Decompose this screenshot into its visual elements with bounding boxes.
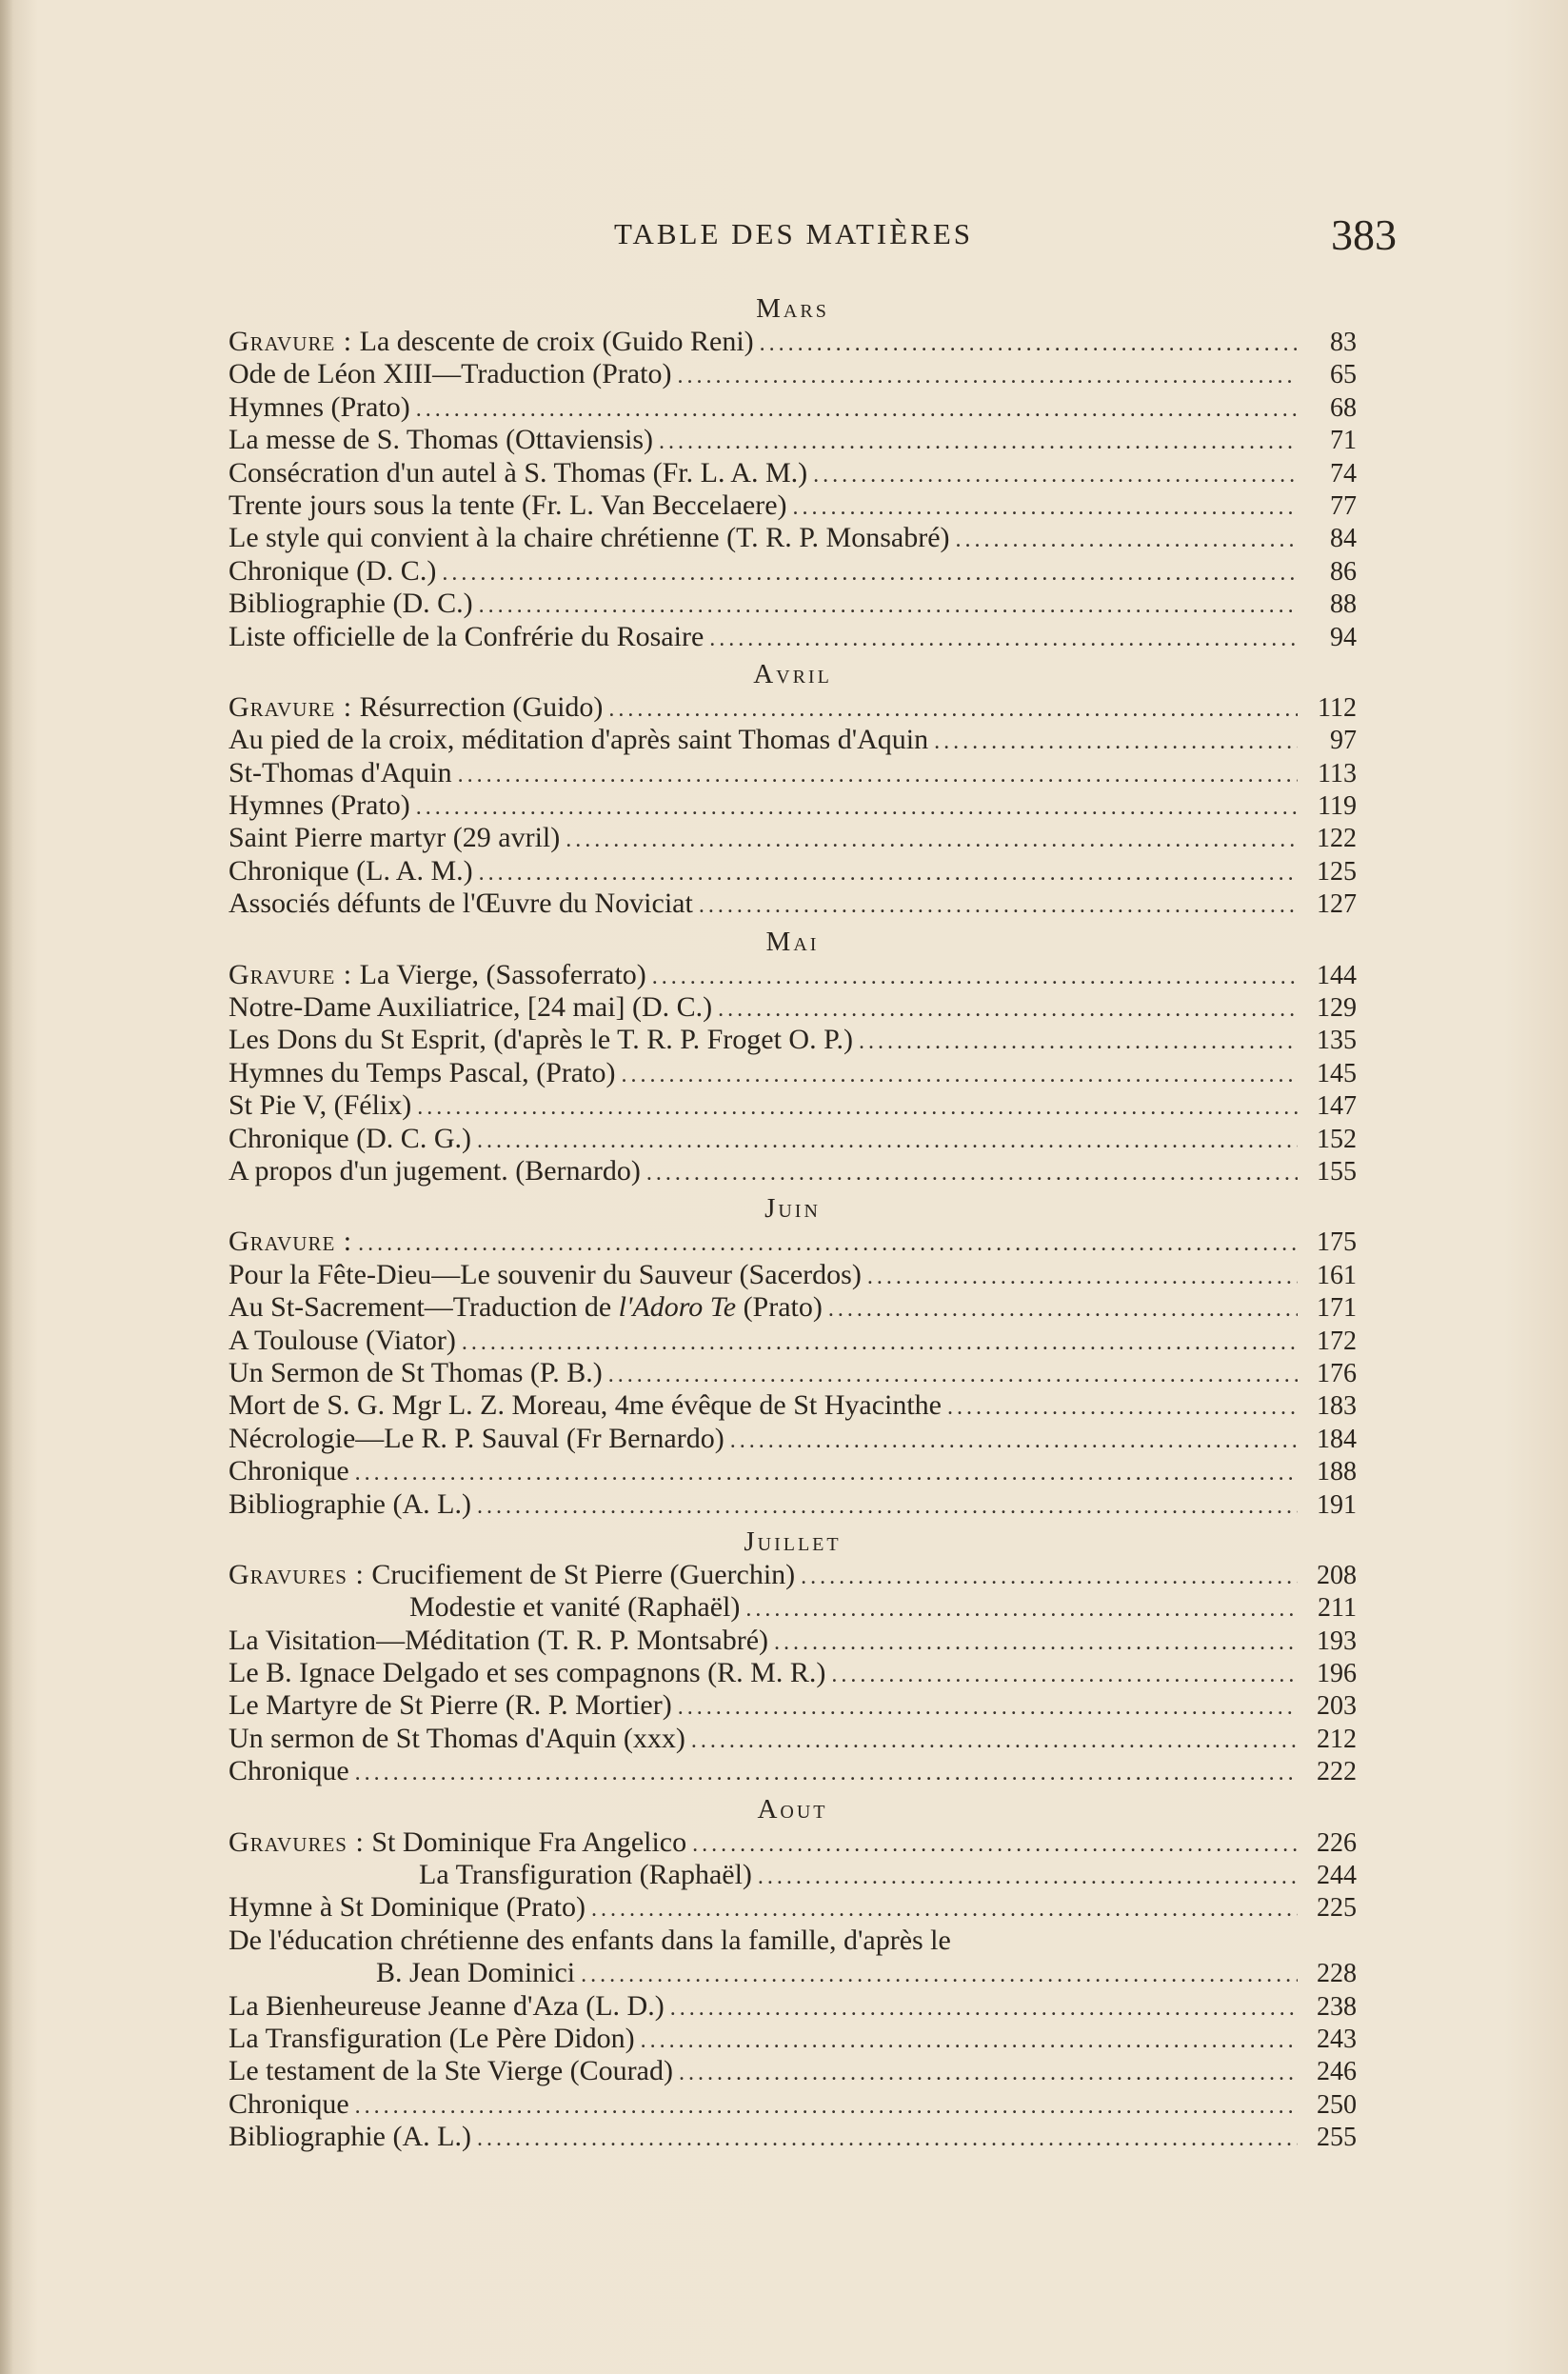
entry-page-number: 193 [1317, 1626, 1357, 1656]
toc-entry [228, 888, 1357, 920]
dot-leader [679, 2057, 1298, 2089]
entry-text: Le testament de la Ste Vierge (Courad) [228, 2055, 673, 2087]
entry-page-number: 122 [1317, 824, 1357, 854]
page-edge-shadow [0, 0, 13, 2374]
entry-title [228, 855, 473, 888]
entry-title [228, 1689, 672, 1722]
entry-text: B. Jean Dominici [376, 1957, 576, 1989]
entry-text: Bibliographie (A. L.) [228, 2121, 471, 2153]
entry-page-number: 228 [1317, 1959, 1357, 1989]
entry-title [228, 1488, 471, 1521]
dot-leader [641, 2025, 1298, 2057]
dot-leader [442, 557, 1298, 589]
entry-text: Saint Pierre martyr (29 avril) [228, 822, 561, 854]
running-head-title: TABLE DES MATIÈRES [613, 217, 974, 250]
entry-page-number: 152 [1317, 1124, 1357, 1154]
entry-text: Chronique [228, 2087, 349, 2120]
dot-leader [608, 1359, 1298, 1391]
entry-text: Trente jours sous la tente (Fr. L. Van Beccelaere) [228, 489, 787, 521]
entry-title [228, 757, 452, 789]
entry-text: La Transfiguration (Le Père Didon) [228, 2022, 635, 2054]
dot-leader [355, 2090, 1298, 2123]
toc-entry [228, 1559, 1357, 1591]
dot-leader [659, 426, 1298, 458]
entry-text: Notre-Dame Auxiliatrice, [24 mai] (D. C.) [228, 991, 713, 1024]
month-heading: Aout [757, 1793, 828, 1825]
entry-text: Nécrologie—Le R. P. Sauval (Fr Bernardo) [228, 1422, 724, 1454]
entry-page-number: 183 [1317, 1391, 1357, 1422]
entry-text: La Transfiguration (Raphaël) [419, 1859, 752, 1891]
entry-title [409, 1591, 740, 1624]
entry-page-number: 65 [1330, 360, 1357, 390]
toc-entry [228, 1259, 1357, 1291]
toc-entry [228, 1357, 1357, 1389]
engraving-label: Gravure : [228, 690, 353, 723]
dot-leader [745, 1593, 1298, 1626]
toc-entry [228, 1925, 1357, 1957]
entry-title [228, 959, 646, 991]
dot-leader [760, 328, 1298, 360]
entry-text: A Toulouse (Viator) [228, 1324, 456, 1356]
toc-entry [228, 1455, 1357, 1487]
entry-title [228, 1259, 862, 1291]
entry-page-number: 74 [1330, 458, 1357, 489]
engraving-label: Gravures : [228, 1558, 365, 1590]
dot-leader [477, 1490, 1298, 1523]
entry-title [228, 1123, 471, 1155]
dot-leader [416, 393, 1298, 426]
dot-leader [699, 889, 1298, 922]
entry-page-number: 161 [1317, 1260, 1357, 1290]
entry-page-number: 125 [1317, 856, 1357, 887]
entry-text: St Dominique Fra Angelico [364, 1825, 687, 1858]
entry-page-number: 211 [1318, 1593, 1357, 1624]
entry-text: St-Thomas d'Aquin [228, 756, 452, 788]
entry-title [228, 1625, 768, 1657]
dot-leader [355, 1457, 1298, 1489]
toc-entry [228, 789, 1357, 822]
toc-entry [228, 1891, 1357, 1924]
dot-leader [947, 1391, 1298, 1424]
entry-title [228, 691, 603, 724]
entry-title [228, 1057, 615, 1089]
toc-entry [228, 391, 1357, 424]
entry-text-after: (Prato) [736, 1291, 823, 1324]
dot-leader [831, 1659, 1298, 1691]
entry-title [228, 1291, 823, 1324]
toc-entry [228, 1826, 1357, 1859]
entry-title [228, 489, 787, 522]
entry-text: Chronique (D. C. G.) [228, 1122, 471, 1154]
toc-entry [228, 1057, 1357, 1089]
toc-entry [228, 1990, 1357, 2023]
entry-title [228, 1155, 641, 1187]
entry-italic-title: l'Adoro Te [618, 1291, 737, 1324]
toc-entry [228, 1488, 1357, 1521]
dot-leader [678, 1691, 1298, 1724]
entry-title [228, 888, 693, 920]
month-heading: Mars [756, 293, 829, 324]
entry-page-number: 86 [1330, 556, 1357, 587]
entry-page-number: 112 [1318, 692, 1357, 723]
entry-page-number: 71 [1330, 426, 1357, 456]
dot-leader [718, 993, 1298, 1026]
entry-title [228, 588, 473, 620]
entry-text: La Vierge, (Sassoferrato) [352, 958, 646, 990]
entry-page-number: 243 [1317, 2024, 1357, 2054]
entry-page-number: 83 [1330, 328, 1357, 357]
entry-page-number: 144 [1317, 960, 1357, 990]
dot-leader [859, 1026, 1298, 1058]
dot-leader [646, 1157, 1298, 1189]
entry-title [228, 1559, 795, 1591]
entry-page-number: 155 [1317, 1156, 1357, 1187]
entry-title [228, 822, 560, 854]
entry-title [228, 1357, 603, 1389]
dot-leader [581, 1959, 1298, 1991]
entry-page-number: 244 [1317, 1861, 1357, 1891]
entry-text: Consécration d'un autel à S. Thomas (Fr. L. A. M.) [228, 456, 808, 489]
month-heading: Avril [753, 658, 832, 689]
toc-entry [228, 855, 1357, 888]
entry-text: Un sermon de St Thomas d'Aquin (xxx) [228, 1722, 685, 1754]
toc-entry [228, 1859, 1357, 1891]
entry-title [228, 522, 950, 554]
entry-page-number: 175 [1317, 1227, 1357, 1258]
entry-title [228, 457, 807, 489]
entry-text: La Bienheureuse Jeanne d'Aza (L. D.) [228, 1989, 665, 2022]
dot-leader [477, 2123, 1298, 2155]
entry-title [228, 1925, 951, 1957]
dot-leader [828, 1293, 1298, 1326]
dot-leader [566, 824, 1298, 856]
month-heading: Mai [765, 926, 820, 957]
entry-page-number: 212 [1317, 1724, 1357, 1754]
toc-entry [228, 691, 1357, 724]
entry-title [228, 1389, 942, 1422]
engraving-label: Gravure : [228, 326, 353, 357]
entry-title [228, 1891, 586, 1924]
entry-title [228, 1755, 349, 1787]
month-heading: Juin [764, 1193, 821, 1225]
dot-leader [591, 1893, 1298, 1925]
entry-text: Au pied de la croix, méditation d'après saint Thomas d'Aquin [228, 724, 929, 756]
dot-leader [956, 524, 1298, 556]
dot-leader [934, 726, 1298, 758]
dot-leader [801, 1561, 1298, 1593]
entry-text: De l'éducation chrétienne des enfants dans la famille, d'après le [228, 1924, 951, 1956]
dot-leader [730, 1425, 1298, 1457]
entry-page-number: 203 [1317, 1691, 1357, 1722]
toc-entry [228, 621, 1357, 653]
entry-title [419, 1859, 752, 1891]
entry-text: Chronique [228, 1755, 349, 1787]
toc-entry [228, 2088, 1357, 2121]
entry-title [376, 1957, 575, 1989]
entry-text: La Visitation—Méditation (T. R. P. Montsabré) [228, 1624, 769, 1656]
entry-page-number: 119 [1318, 791, 1357, 822]
toc-entry [228, 1291, 1357, 1324]
entry-page-number: 127 [1317, 889, 1357, 920]
entry-page-number: 225 [1317, 1893, 1357, 1924]
entry-page-number: 113 [1318, 758, 1357, 788]
entry-title [228, 1657, 825, 1689]
entry-title [228, 2121, 471, 2153]
entry-title [228, 1990, 665, 2023]
dot-leader [691, 1725, 1298, 1757]
entry-text: Bibliographie (D. C.) [228, 588, 473, 620]
entry-title [228, 1455, 349, 1487]
toc-entry [228, 724, 1357, 756]
entry-text: Liste officielle de la Confrérie du Rosaire [228, 620, 705, 652]
entry-title [228, 1826, 686, 1859]
entry-page-number: 129 [1317, 993, 1357, 1024]
entry-page-number: 172 [1317, 1326, 1357, 1356]
entry-page-number: 255 [1317, 2123, 1357, 2153]
entry-title [228, 991, 712, 1024]
entry-page-number: 77 [1330, 490, 1357, 521]
engraving-label: Gravures : [228, 1825, 365, 1858]
dot-leader [358, 1227, 1298, 1260]
toc-entry [228, 1089, 1357, 1122]
toc-entry [228, 457, 1357, 489]
entry-title [228, 621, 704, 653]
dot-leader [462, 1327, 1298, 1359]
entry-page-number: 188 [1317, 1457, 1357, 1487]
toc-entry [228, 1024, 1357, 1056]
entry-title [228, 1423, 724, 1455]
entry-text: Au St-Sacrement—Traduction de [228, 1291, 619, 1324]
toc-entry [228, 1389, 1357, 1422]
entry-text: St Pie V, (Félix) [228, 1089, 412, 1122]
dot-leader [774, 1626, 1298, 1659]
entry-page-number: 94 [1330, 622, 1357, 652]
entry-page-number: 226 [1317, 1827, 1357, 1858]
entry-text: Chronique [228, 1455, 349, 1487]
entry-title [228, 326, 754, 358]
running-head [228, 210, 1397, 274]
entry-page-number: 147 [1317, 1091, 1357, 1122]
entry-text: Les Dons du St Esprit, (d'après le T. R. P. Froget O. P.) [228, 1024, 853, 1056]
toc-entry [228, 2023, 1357, 2055]
entry-page-number: 238 [1317, 1991, 1357, 2022]
toc-entry [228, 822, 1357, 854]
dot-leader [458, 759, 1298, 791]
toc-entry [228, 757, 1357, 789]
dot-leader [355, 1757, 1298, 1789]
engraving-label: Gravure : [228, 958, 353, 990]
entry-text: Résurrection (Guido) [352, 690, 604, 723]
toc-entry [228, 1591, 1357, 1624]
entry-text: A propos d'un jugement. (Bernardo) [228, 1154, 641, 1187]
entry-page-number: 145 [1317, 1058, 1357, 1088]
page-number: 383 [1331, 210, 1397, 259]
dot-leader [813, 459, 1298, 491]
toc-entry [228, 1625, 1357, 1657]
entry-page-number: 171 [1317, 1293, 1357, 1324]
dot-leader [477, 1125, 1298, 1157]
month-heading: Juillet [744, 1526, 842, 1557]
dot-leader [608, 693, 1298, 726]
toc-entry [228, 2121, 1357, 2153]
dot-leader [652, 961, 1298, 993]
toc-entry [228, 326, 1357, 358]
entry-page-number: 222 [1317, 1757, 1357, 1787]
dot-leader [621, 1059, 1298, 1091]
entry-text: Le Martyre de St Pierre (R. P. Mortier) [228, 1689, 672, 1722]
toc-entry [228, 1657, 1357, 1689]
toc-entry [228, 991, 1357, 1024]
entry-title [228, 2023, 635, 2055]
entry-text: Un Sermon de St Thomas (P. B.) [228, 1356, 603, 1388]
entry-text: Crucifiement de St Pierre (Guerchin) [364, 1558, 796, 1590]
toc-entry [228, 1123, 1357, 1155]
entry-page-number: 176 [1317, 1358, 1357, 1388]
toc-entry [228, 489, 1357, 522]
entry-page-number: 88 [1330, 589, 1357, 620]
table-of-contents [228, 288, 1357, 2154]
entry-text: La descente de croix (Guido Reni) [352, 326, 754, 357]
toc-entry [228, 1755, 1357, 1787]
entry-title [228, 391, 410, 424]
entry-page-number: 250 [1317, 2089, 1357, 2120]
entry-page-number: 97 [1330, 726, 1357, 756]
entry-page-number: 84 [1330, 524, 1357, 554]
entry-text: Pour la Fête-Dieu—Le souvenir du Sauveur (Sacerdos) [228, 1258, 862, 1290]
toc-entry [228, 358, 1357, 390]
toc-entry [228, 1155, 1357, 1187]
engraving-label: Gravure : [228, 1226, 353, 1258]
entry-text: Mort de S. G. Mgr L. Z. Moreau, 4me évêque de St Hyacinthe [228, 1389, 942, 1422]
entry-page-number: 191 [1317, 1489, 1357, 1520]
entry-title [228, 2088, 349, 2121]
entry-page-number: 68 [1330, 392, 1357, 423]
dot-leader [479, 857, 1298, 889]
toc-entry [228, 1423, 1357, 1455]
dot-leader [677, 360, 1298, 392]
toc-entry [228, 424, 1357, 456]
entry-text: La messe de S. Thomas (Ottaviensis) [228, 424, 654, 456]
dot-leader [479, 589, 1298, 622]
entry-page-number: 208 [1317, 1560, 1357, 1590]
entry-page-number: 184 [1317, 1424, 1357, 1454]
entry-text: Bibliographie (A. L.) [228, 1487, 471, 1520]
entry-page-number: 246 [1317, 2057, 1357, 2087]
toc-entry [228, 522, 1357, 554]
entry-text: Hymnes (Prato) [228, 789, 410, 822]
dot-leader [416, 791, 1298, 824]
toc-entry [228, 1226, 1357, 1258]
entry-text: Modestie et vanité (Raphaël) [409, 1591, 741, 1624]
toc-entry [228, 1957, 1357, 1989]
entry-title [228, 1024, 853, 1056]
toc-entry [228, 959, 1357, 991]
dot-leader [709, 623, 1298, 655]
entry-title [228, 1089, 411, 1122]
entry-text: Hymnes du Temps Pascal, (Prato) [228, 1056, 616, 1088]
entry-title [228, 358, 671, 390]
toc-entry [228, 555, 1357, 588]
entry-title [228, 789, 410, 822]
entry-text: Chronique (D. C.) [228, 554, 437, 587]
entry-title [228, 1723, 685, 1755]
entry-page-number: 135 [1317, 1026, 1357, 1056]
toc-entry [228, 588, 1357, 620]
dot-leader [692, 1828, 1298, 1861]
entry-title [228, 555, 436, 588]
entry-title [228, 424, 653, 456]
entry-text: Le B. Ignace Delgado et ses compagnons (R. M. R.) [228, 1657, 826, 1689]
dot-leader [758, 1861, 1298, 1893]
dot-leader [793, 491, 1298, 524]
entry-title [228, 2055, 673, 2087]
entry-text: Hymne à St Dominique (Prato) [228, 1891, 586, 1924]
entry-title [228, 1325, 456, 1357]
dot-leader [867, 1261, 1298, 1293]
entry-text: Le style qui convient à la chaire chrétienne (T. R. P. Monsabré) [228, 522, 950, 554]
toc-entry [228, 2055, 1357, 2087]
entry-page-number: 196 [1317, 1659, 1357, 1689]
entry-title [228, 1226, 352, 1258]
entry-text: Chronique (L. A. M.) [228, 854, 473, 887]
entry-title [228, 724, 928, 756]
entry-text: Hymnes (Prato) [228, 390, 410, 423]
entry-text: Associés défunts de l'Œuvre du Noviciat [228, 888, 693, 920]
toc-entry [228, 1325, 1357, 1357]
toc-entry [228, 1723, 1357, 1755]
dot-leader [417, 1091, 1298, 1124]
dot-leader [670, 1992, 1298, 2025]
toc-entry [228, 1689, 1357, 1722]
entry-text: Ode de Léon XIII—Traduction (Prato) [228, 358, 672, 390]
